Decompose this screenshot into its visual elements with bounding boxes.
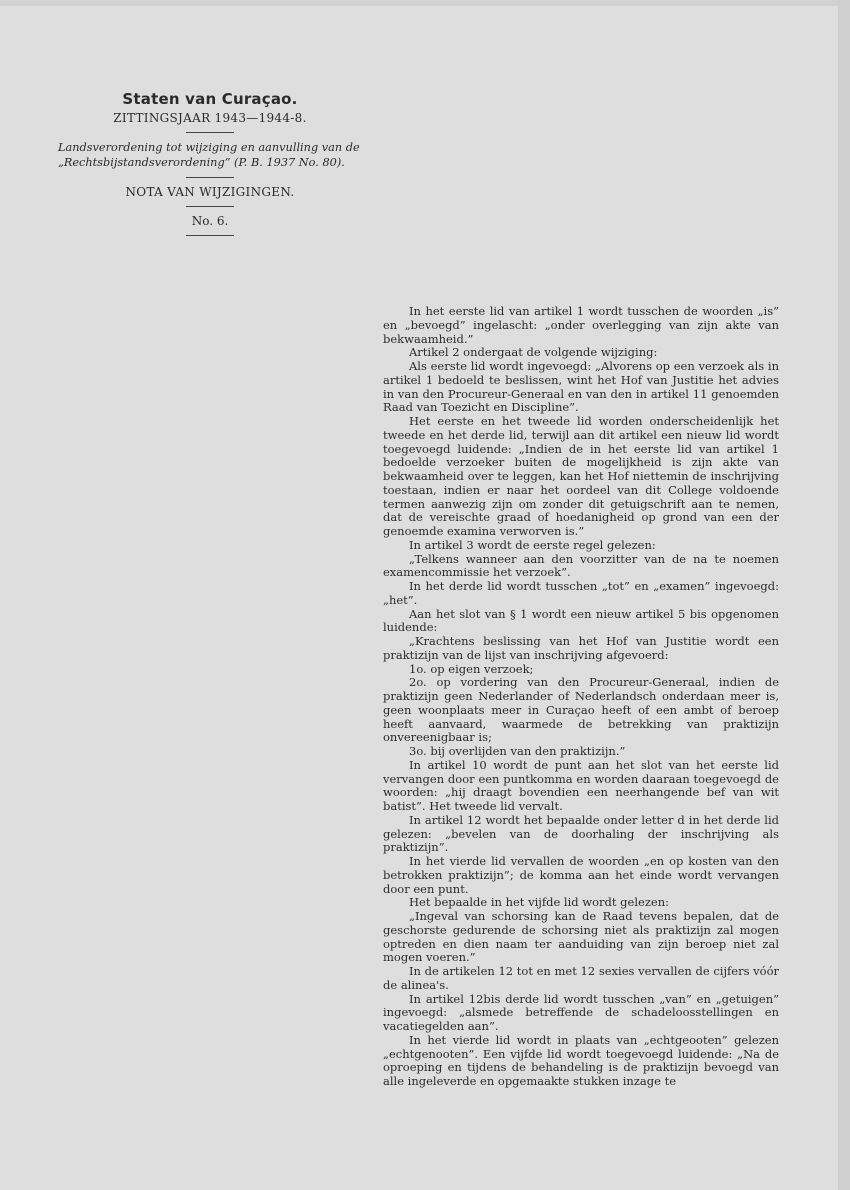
session-year: ZITTINGSJAAR 1943—1944-8. [113,111,307,125]
paragraph: „Ingeval van schorsing kan de Raad tevens bepalen, dat de geschorste gedurende de schorsing niet als praktizijn zal mogen optreden en dien naam ter aanduiding van zijn beroep niet zal mogen voeren.” [383,909,779,965]
document-header [50,90,370,243]
divider-rule [186,132,234,133]
paragraph: Aan het slot van § 1 wordt een nieuw artikel 5 bis opgenomen luidende: [383,606,779,635]
paragraph: In het vierde lid wordt in plaats van „echtgeooten” gelezen „echtgenooten”. Een vijfde lid wordt toegevoegd luidende: „Na de oproeping en tijdens de behandeling is de praktizijn bevoegd van alle ingeleverde en opgemaakte stukken inzage te [383,1032,779,1088]
paragraph: 3o. bij overlijden van den praktizijn.” [409,744,626,758]
page-edge-right [838,0,850,1190]
paragraph: In het vierde lid vervallen de woorden „en op kosten van den betrokken praktizijn”; de komma aan het einde wordt vervangen door een punt. [383,854,779,896]
paragraph: 1o. op eigen verzoek; [409,661,534,676]
paragraph: 2o. op vordering van den Procureur-Generaal, indien de praktizijn geen Nederlander of Nederlandsch onderdaan meer is, geen woonplaats meer in Curaçao heeft of een ambt of beroep heeft aanvaard, waarmede de betrekking van praktizijn onvereenigbaar is; [383,675,779,745]
paragraph: In de artikelen 12 tot en met 12 sexies vervallen de cijfers vóór de alinea's. [383,964,779,992]
assembly-title: Staten van Curaçao. [122,90,298,108]
paragraph: Het eerste en het tweede lid worden onderscheidenlijk het tweede en het derde lid, terwijl aan dit artikel een nieuw lid wordt toegevoegd luidende: „Indien de in het eerste lid van artikel 1 bedoelde verzoeker buiten de mogelijkheid is zijn akte van bekwaamheid over te leggen, kan het Hof niettemin de inschrijving toestaan, indien er naar het oordeel van dit College voldoende termen aanwezig zijn om zonder dit getuigschrift aan te nemen, dat de vereischte graad of hoedanigheid op grond van een der genoemde examina verworven is.” [383,414,779,538]
paragraph: „Krachtens beslissing van het Hof van Justitie wordt een praktizijn van de lijst van inschrijving afgevoerd: [383,634,779,662]
paragraph: In artikel 12bis derde lid wordt tusschen „van” en „getuigen” ingevoegd: „alsmede betreffende de schadeloosstellingen en vacatiegelden aan”. [383,991,779,1033]
paragraph: In artikel 3 wordt de eerste regel gelezen: [409,537,656,552]
paragraph: Het bepaalde in het vijfde lid wordt gelezen: [409,895,669,910]
amendments-body [383,305,779,1089]
nota-heading: NOTA VAN WIJZIGINGEN. [125,185,295,199]
divider-rule [186,206,234,207]
paragraph: Artikel 2 ondergaat de volgende wijziging: [409,345,658,360]
paragraph: In het eerste lid van artikel 1 wordt tusschen de woorden „is” en „bevoegd” ingelascht: „onder overlegging van zijn akte van bekwaamheid.” [383,304,779,346]
document-number: No. 6. [191,214,229,228]
divider-rule [186,177,234,178]
page-edge-top [0,0,838,6]
paragraph: In artikel 10 wordt de punt aan het slot van het eerste lid vervangen door een puntkomma en worden daaraan toegevoegd de woorden: „hij draagt bovendien een neerhangende bef van wit batist”. Het tweede lid vervalt. [383,757,779,813]
paragraph: Als eerste lid wordt ingevoegd: „Alvorens op een verzoek als in artikel 1 bedoeld te beslissen, wint het Hof van Justitie het advies in van den Procureur-Generaal en van den in artikel 11 genoemden Raad van Toezicht en Discipline”. [383,359,779,415]
paragraph: In het derde lid wordt tusschen „tot” en „examen” ingevoegd: „het”. [383,579,779,607]
ordinance-subject: Landsverordening tot wijziging en aanvulling van de „Rechtsbijstandsverordening” (P. B. 1937 No. 80). [58,141,360,169]
divider-rule [186,235,234,236]
paragraph: „Telkens wanneer aan den voorzitter van de na te noemen examencommissie het verzoek”. [383,551,779,580]
paragraph: In artikel 12 wordt het bepaalde onder letter d in het derde lid gelezen: „bevelen van de doorhaling der inschrijving als praktizijn”. [383,812,779,855]
